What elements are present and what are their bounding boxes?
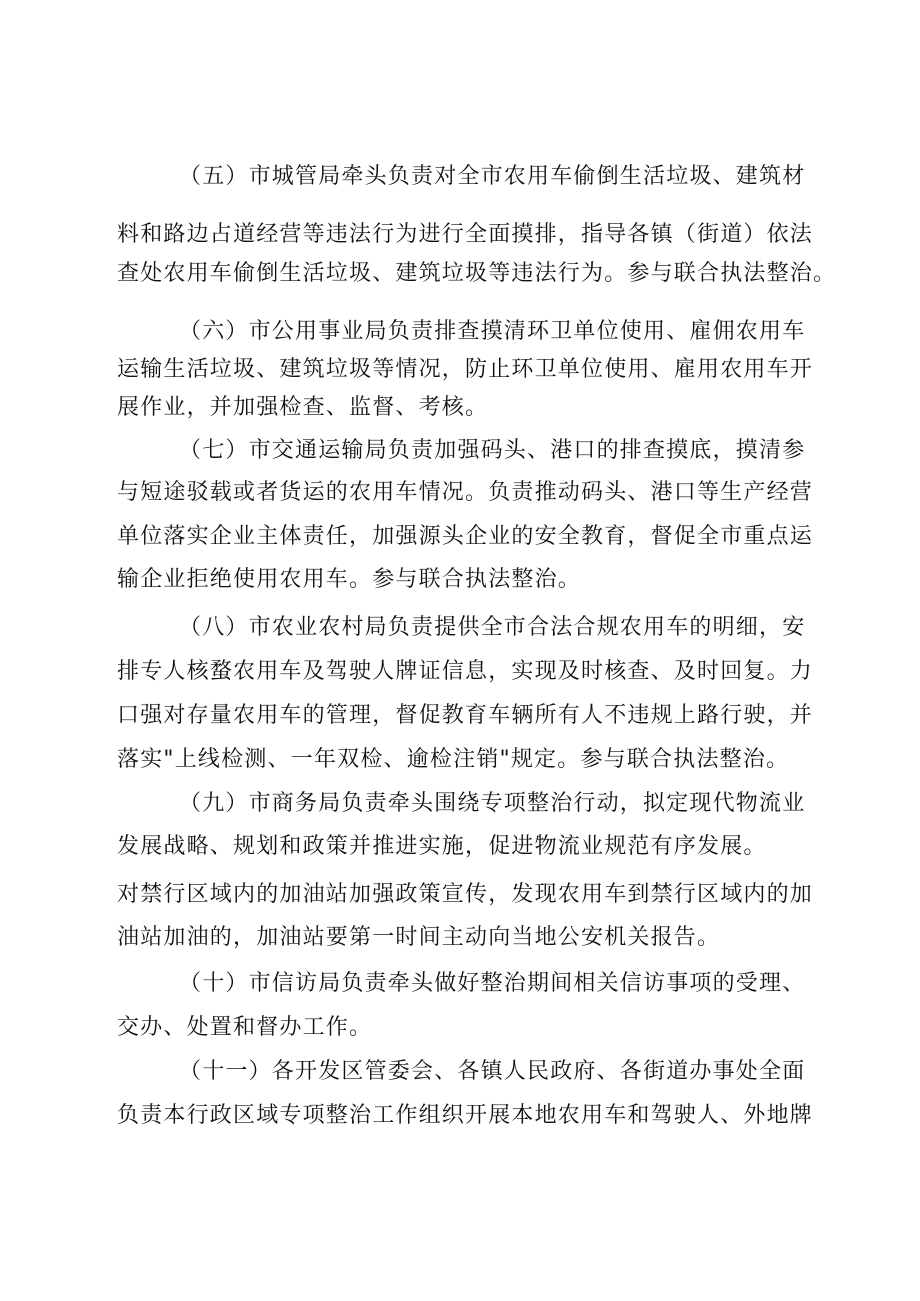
paragraph-8-line-4: 落实"上线检测、一年双检、逾检注销"规定。参与联合执法整治。 <box>117 747 790 772</box>
paragraph-10-line-1: （十）市信访局负责牵头做好整治期间相关信访事项的受理、 <box>179 971 806 996</box>
paragraph-8-line-2: 排专人核蝥农用车及驾驶人牌证信息，实现及时核查、及时回复。力 <box>117 659 814 684</box>
paragraph-6-line-1: （六）市公用事业局负责排查摸清环卫单位使用、雇佣农用车 <box>179 319 806 344</box>
paragraph-7-line-4: 输企业拒绝使用农用车。参与联合执法整治。 <box>117 567 582 592</box>
paragraph-9-line-1: （九）市商务局负责牵头围绕专项整治行动，拟定现代物流业 <box>179 791 806 816</box>
paragraph-9-line-4: 油站加油的，加油站要第一时间主动向当地公安机关报告。 <box>117 925 721 950</box>
paragraph-11-line-1: （十一）各开发区管委会、各镇人民政府、各街道办事处全面 <box>179 1059 806 1084</box>
paragraph-5-line-1: （五）市城管局牵头负责对全市农用车偷倒生活垃圾、建筑材 <box>179 164 806 189</box>
paragraph-7-line-3: 单位落实企业主体责任，加强源头企业的安全教育，督促全市重点运 <box>117 524 814 549</box>
paragraph-11-line-2: 负责本行政区域专项整治工作组织开展本地农用车和驾驶人、外地牌 <box>117 1103 814 1128</box>
paragraph-5-line-3: 查处农用车偷倒生活垃圾、建筑垃圾等违法行为。参与联合执法整治。 <box>117 261 837 286</box>
paragraph-8-line-3: 口强对存量农用车的管理，督促教育车辆所有人不违规上路行驶，并 <box>117 703 814 728</box>
paragraph-7-line-1: （七）市交通运输局负责加强码头、港口的排查摸底，摸清参 <box>179 438 806 463</box>
paragraph-7-line-2: 与短途驳载或者货运的农用车情况。负责推动码头、港口等生产经营 <box>117 480 814 505</box>
paragraph-6-line-3: 展作业，并加强检查、监督、考核。 <box>117 395 489 420</box>
paragraph-8-line-1: （八）市农业农村局负责提供全市合法合规农用车的明细，安 <box>179 615 806 640</box>
paragraph-10-line-2: 交办、处置和督办工作。 <box>117 1015 373 1040</box>
paragraph-5-line-2: 料和路边占道经营等违法行为进行全面摸排，指导各镇（街道）依法 <box>117 222 814 247</box>
paragraph-9-line-2: 发展战略、规划和政策并推进实施，促进物流业规范有序发展。 <box>117 834 767 859</box>
paragraph-6-line-2: 运输生活垃圾、建筑垃圾等情况，防止环卫单位使用、雇用农用车开 <box>117 357 814 382</box>
paragraph-9-line-3: 对禁行区域内的加油站加强政策宣传，发现农用车到禁行区域内的加 <box>117 882 814 907</box>
